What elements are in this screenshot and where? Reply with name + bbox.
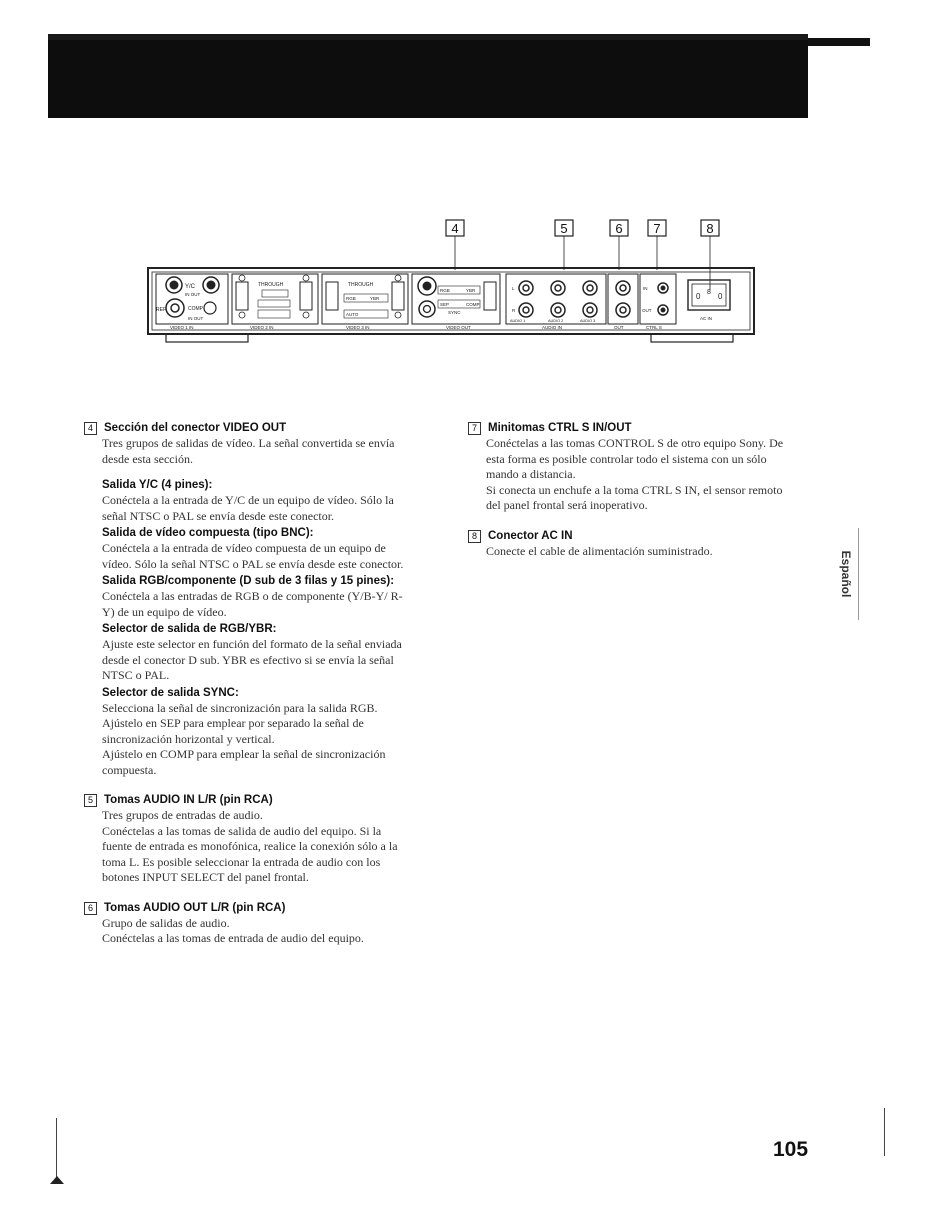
callout-6: [610, 220, 628, 270]
callout-7: [648, 220, 666, 270]
right-margin-rule: [884, 1108, 885, 1156]
svg-text:THROUGH: THROUGH: [258, 282, 284, 288]
svg-text:6: 6: [615, 221, 623, 236]
section-number: 7: [468, 422, 481, 435]
svg-text:AC IN: AC IN: [700, 316, 713, 321]
rear-panel-diagram: [140, 210, 760, 350]
section-body: Conéctelas a las tomas CONTROL S de otro equipo Sony. De esta forma es posible controlar todo el sistema con un sólo mando a distancia.: [486, 436, 784, 481]
callout-5: [555, 220, 573, 270]
svg-text:IN OUT: IN OUT: [188, 316, 204, 321]
svg-text:OUT: OUT: [614, 325, 624, 330]
left-column: [84, 421, 414, 947]
svg-text:Y/C: Y/C: [185, 284, 196, 290]
svg-text:VIDEO OUT: VIDEO OUT: [446, 325, 471, 330]
svg-text:7: 7: [653, 221, 661, 236]
side-tab-rule: [858, 528, 859, 620]
section-title: Conector AC IN: [488, 529, 573, 542]
svg-text:AUDIO IN: AUDIO IN: [542, 325, 563, 330]
svg-text:YBR: YBR: [370, 296, 380, 301]
section-title: Tomas AUDIO IN L/R (pin RCA): [104, 794, 273, 806]
subsection-title: Selector de salida SYNC:: [102, 686, 239, 699]
subsection-body: Conéctela a las entradas de RGB o de componente (Y/B-Y/ R-Y) de un equipo de vídeo.: [102, 589, 403, 619]
svg-text:R: R: [512, 308, 516, 313]
section-ctrl-s: [468, 421, 798, 514]
section-body: Conecte el cable de alimentación suministrado.: [486, 543, 713, 558]
svg-text:0: 0: [718, 292, 723, 301]
video-out-section: [412, 274, 500, 330]
svg-text:IN OUT: IN OUT: [185, 292, 201, 297]
svg-text:5: 5: [560, 221, 568, 236]
section-title: Tomas AUDIO OUT L/R (pin RCA): [104, 901, 286, 914]
svg-text:RGB: RGB: [346, 296, 356, 301]
audio-in-section: [506, 274, 606, 330]
subsection-title: Selector de salida de RGB/YBR:: [102, 623, 277, 635]
section-body: Conéctelas a las tomas de salida de audio del equipo. Si la fuente de entrada es monofónica, realice la conexión sólo a la toma L. Es posible seleccionar la entrada de audio con los botones INPUT SELECT del panel frontal.: [102, 823, 398, 884]
svg-text:VIDEO 1 IN: VIDEO 1 IN: [170, 325, 194, 330]
svg-text:AUDIO 1: AUDIO 1: [510, 319, 526, 323]
section-body: Si conecta un enchufe a la toma CTRL S IN, el sensor remoto del panel frontal será inoperativo.: [486, 482, 783, 512]
svg-text:OUT: OUT: [642, 308, 652, 313]
svg-text:VIDEO 3 IN: VIDEO 3 IN: [346, 325, 370, 330]
svg-text:COMP: COMP: [188, 306, 203, 312]
svg-text:RGB: RGB: [440, 288, 450, 293]
section-audio-in: [84, 793, 414, 886]
left-margin-rule: [56, 1118, 57, 1178]
language-tab: Español: [839, 550, 853, 598]
section-number: 4: [84, 422, 97, 435]
section-body: Grupo de salidas de audio.: [102, 915, 230, 930]
svg-text:VIDEO 2 IN: VIDEO 2 IN: [250, 325, 274, 330]
svg-text:8: 8: [707, 289, 711, 296]
section-number: 8: [468, 530, 481, 543]
section-body: Tres grupos de entradas de audio.: [102, 808, 263, 822]
svg-text:REF: REF: [156, 307, 166, 313]
subsection-body: Conéctela a la entrada de vídeo compuesta de un equipo de vídeo. Sólo la señal NTSC o PAL se envía desde este conector.: [102, 541, 404, 571]
svg-text:AUDIO 3: AUDIO 3: [580, 319, 596, 323]
section-body: Conéctelas a las tomas de entrada de audio del equipo.: [102, 931, 364, 945]
svg-text:IN: IN: [643, 286, 648, 291]
svg-text:L: L: [512, 286, 515, 291]
svg-text:SYNC: SYNC: [448, 310, 461, 315]
section-ac-in: [468, 529, 798, 560]
header-bar: [48, 38, 808, 118]
section-title: Sección del conector VIDEO OUT: [104, 422, 287, 434]
subsection-body: Ajústelo en COMP para emplear la señal de sincronización compuesta.: [102, 747, 386, 777]
page-number: 105: [773, 1138, 809, 1161]
subsection-title: Salida RGB/componente (D sub de 3 filas y 15 pines):: [102, 575, 395, 587]
svg-text:YBR: YBR: [466, 288, 476, 293]
section-number: 5: [84, 794, 97, 807]
video3-in-section: [322, 274, 408, 330]
callout-4: [446, 220, 464, 270]
section-number: 6: [84, 902, 97, 915]
svg-text:8: 8: [706, 221, 714, 236]
subsection-body: Conéctela a la entrada de Y/C de un equipo de vídeo. Sólo la señal NTSC o PAL se envía desde este conector.: [102, 493, 394, 523]
svg-text:SEP: SEP: [440, 302, 450, 307]
svg-text:AUTO: AUTO: [346, 312, 359, 317]
section-title: Minitomas CTRL S IN/OUT: [488, 422, 632, 434]
subsection-body: Selecciona la señal de sincronización para la salida RGB.: [102, 700, 378, 715]
svg-text:COMP: COMP: [466, 302, 480, 307]
right-column: [468, 421, 798, 559]
svg-text:AUDIO 2: AUDIO 2: [548, 319, 564, 323]
ac-in-section: [688, 280, 730, 321]
header-tab: [808, 38, 870, 46]
video2-in-section: [232, 274, 318, 330]
svg-text:4: 4: [451, 221, 459, 236]
subsection-title: Salida de vídeo compuesta (tipo BNC):: [102, 527, 314, 539]
svg-text:CTRL S: CTRL S: [646, 325, 662, 330]
ctrl-s-section: [640, 274, 676, 330]
section-video-out: [84, 421, 414, 778]
section-body: Tres grupos de salidas de vídeo. La señal convertida se envía desde esta sección.: [102, 436, 395, 466]
subsection-body: Ajústelo en SEP para emplear por separado la señal de sincronización horizontal y vertical.: [102, 716, 364, 746]
subsection-title: Salida Y/C (4 pines):: [102, 479, 213, 491]
audio-out-section: [608, 274, 638, 330]
section-audio-out: [84, 901, 414, 947]
subsection-body: Ajuste este selector en función del formato de la señal enviada desde el conector D sub. YBR es efectivo si se envía la señal NTSC o PAL.: [102, 637, 402, 682]
video1-in-section: [156, 274, 228, 330]
svg-text:0: 0: [696, 292, 701, 301]
svg-text:THROUGH: THROUGH: [348, 282, 374, 288]
margin-arrow-icon: [50, 1176, 64, 1184]
